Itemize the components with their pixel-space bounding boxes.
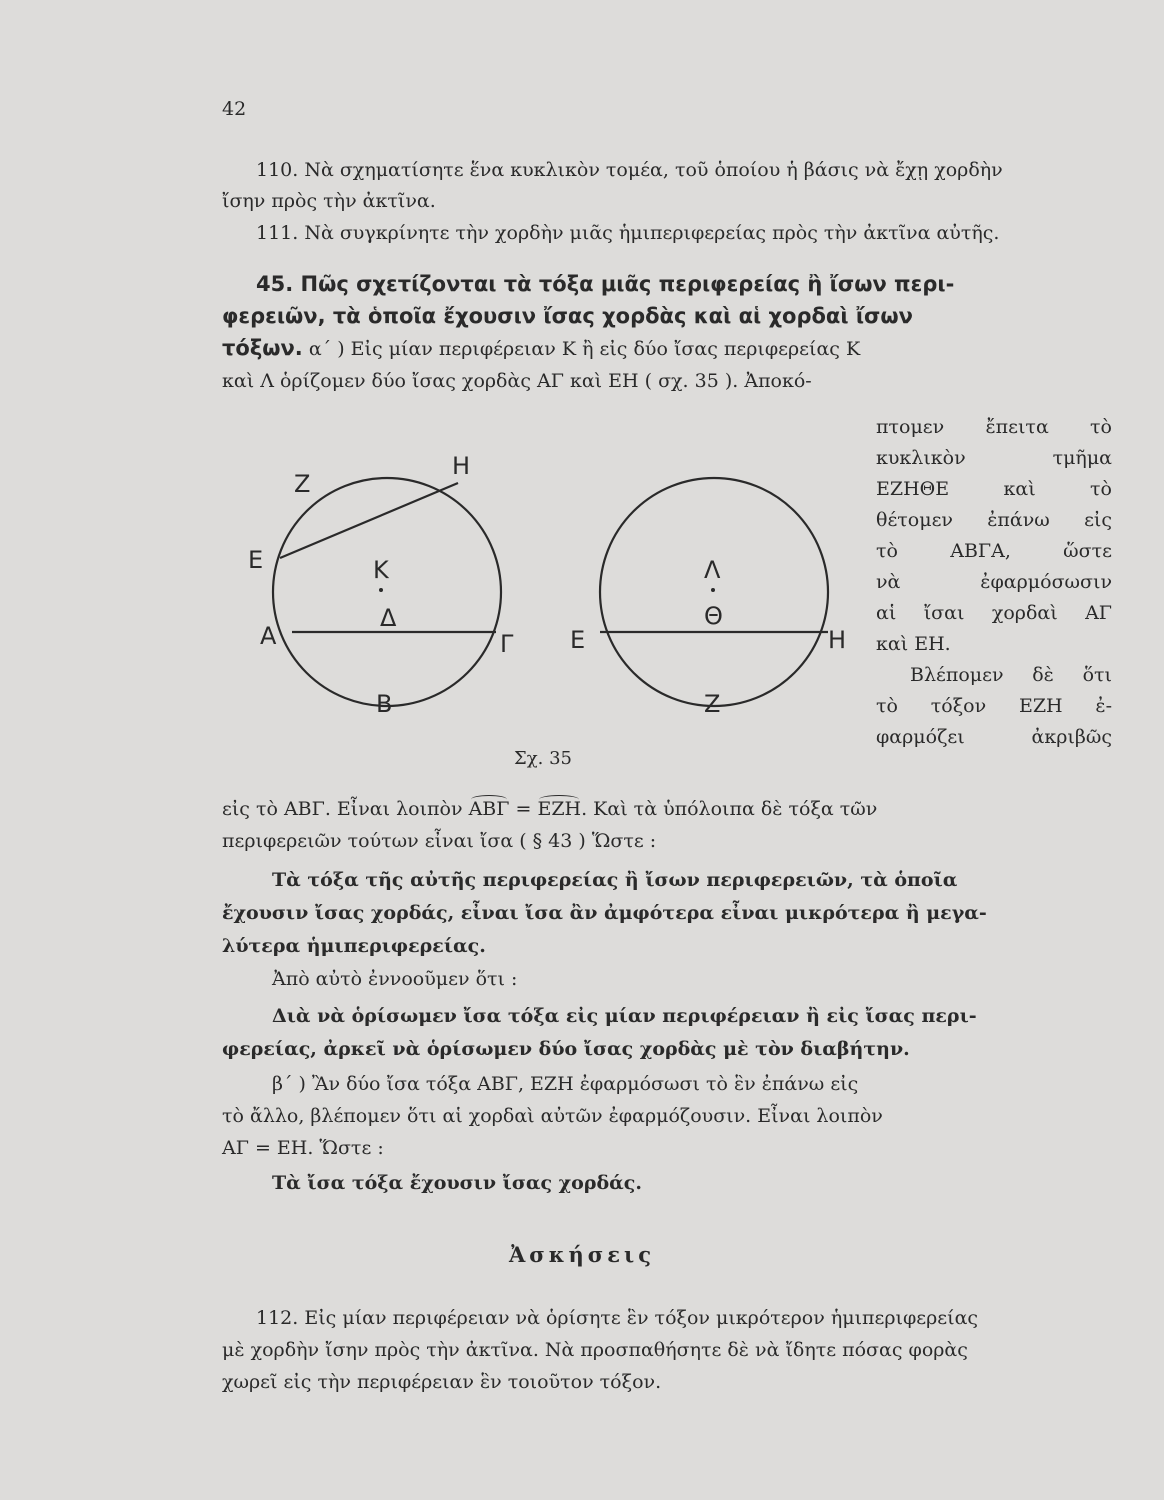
after-figure-line-1	[222, 793, 1118, 825]
label-gamma: Γ	[500, 630, 514, 658]
label-e2: Ε	[570, 626, 586, 654]
exercise-112-line-3: χωρεῖ εἰς τὴν περιφέρειαν ἓν τοιοῦτον τόξον.	[222, 1371, 662, 1393]
wrap-line: τὸ τόξον ΕΖΗ ἐ-	[876, 695, 1112, 717]
after-figure-line-2: περιφερειῶν τούτων εἶναι ἴσα ( § 43 ) Ὥστε :	[222, 830, 657, 852]
after-figure	[222, 793, 1118, 857]
wrap-line: πτομεν ἔπειτα τὸ	[876, 416, 1112, 438]
figure-caption: Σχ. 35	[514, 748, 572, 769]
rule-1-line-2: ἔχουσιν ἴσας χορδάς, εἶναι ἴσα ἂν ἀμφότερα εἶναι μικρότερα ἢ μεγα-	[222, 902, 987, 924]
exercise-112-line-2: μὲ χορδὴν ἴσην πρὸς τὴν ἀκτῖνα. Νὰ προσπαθήσητε δὲ νὰ ἴδητε πόσας φορὰς	[222, 1339, 968, 1361]
label-h2: Η	[828, 626, 847, 654]
section-45-heading-end: τόξων.	[222, 336, 303, 360]
rule-2	[222, 1000, 1118, 1066]
part-b	[222, 1068, 1118, 1164]
exercise-112-line-1: 112. Εἰς μίαν περιφέρειαν νὰ ὁρίσητε ἓν τόξον μικρότερον ἡμιπεριφερείας	[256, 1307, 979, 1329]
equals-sign: =	[515, 798, 532, 820]
part-b-line-1: β΄ ) Ἂν δύο ἴσα τόξα ΑΒΓ, ΕΖΗ ἐφαρμόσωσι τὸ ἓν ἐπάνω εἰς	[272, 1073, 859, 1095]
page-number: 42	[222, 98, 247, 120]
exercise-110	[222, 155, 1118, 217]
arc-ezh: ΕΖΗ	[537, 798, 582, 820]
wrap-line: Βλέπομεν δὲ ὅτι	[910, 664, 1112, 686]
arc-abg: ΑΒΓ	[468, 798, 510, 820]
section-45-line-4: καὶ Λ ὁρίζομεν δύο ἴσας χορδὰς ΑΓ καὶ ΕΗ ( σχ. 35 ). Ἀποκό-	[222, 370, 812, 392]
rule-2-line-2: φερείας, ἀρκεῖ νὰ ὁρίσωμεν δύο ἴσας χορδὰς μὲ τὸν διαβήτην.	[222, 1038, 910, 1060]
exercise-110-line-1: 110. Νὰ σχηματίσητε ἕνα κυκλικὸν τομέα, τοῦ ὁποίου ἡ βάσις νὰ ἔχῃ χορδὴν	[256, 159, 1003, 181]
section-45	[222, 268, 1118, 397]
rule-2-line-1: Διὰ νὰ ὁρίσωμεν ἴσα τόξα εἰς μίαν περιφέρειαν ἢ εἰς ἴσας περι-	[272, 1005, 977, 1027]
exercise-111-line: 111. Νὰ συγκρίνητε τὴν χορδὴν μιᾶς ἡμιπεριφερείας πρὸς τὴν ἀκτῖνα αὐτῆς.	[256, 222, 1000, 244]
exercises-title: Ἀσκήσεις	[509, 1242, 655, 1267]
wrap-line: κυκλικὸν τμῆμα	[876, 447, 1112, 469]
label-lambda: Λ	[704, 556, 721, 584]
label-theta: Θ	[704, 602, 723, 630]
label-k: Κ	[373, 556, 389, 584]
wrap-line: ΕΖΗΘΕ καὶ τὸ	[876, 478, 1112, 500]
wrap-line: τὸ ΑΒΓΑ, ὥστε	[876, 540, 1112, 562]
section-45-line-3	[222, 332, 1118, 365]
text-a: εἰς τὸ ΑΒΓ. Εἶναι λοιπὸν	[222, 798, 463, 820]
rule-3-line: Τὰ ἴσα τόξα ἔχουσιν ἴσας χορδάς.	[272, 1172, 642, 1194]
figure-35	[230, 440, 860, 740]
wrap-line: αἱ ἴσαι χορδαὶ ΑΓ	[876, 602, 1112, 624]
wrap-column	[876, 412, 1112, 753]
label-z: Z	[294, 470, 311, 498]
exercise-112	[222, 1302, 1118, 1398]
section-45-heading-line-2: φερειῶν, τὰ ὁποῖα ἔχουσιν ἴσας χορδὰς καὶ αἱ χορδαὶ ἴσων	[222, 304, 913, 328]
part-b-line-3: ΑΓ = ΕΗ. Ὥστε :	[222, 1137, 384, 1159]
label-e: E	[248, 546, 264, 574]
wrap-line: νὰ ἐφαρμόσωσιν	[876, 571, 1112, 593]
wrap-line: φαρμόζει ἀκριβῶς	[876, 726, 1112, 748]
wrap-line: καὶ ΕΗ.	[876, 633, 951, 655]
label-z2: Ζ	[704, 690, 721, 718]
wrap-line: θέτομεν ἐπάνω εἰς	[876, 509, 1112, 531]
part-b-line-2: τὸ ἄλλο, βλέπομεν ὅτι αἱ χορδαὶ αὐτῶν ἐφαρμόζουσιν. Εἶναι λοιπὸν	[222, 1105, 883, 1127]
circle-l	[600, 478, 828, 706]
section-45-part-a: α΄ ) Εἰς μίαν περιφέρειαν Κ ἢ εἰς δύο ἴσας περιφερείας Κ	[308, 338, 861, 360]
center-k-dot	[379, 588, 383, 592]
section-45-heading-line-1: 45. Πῶς σχετίζονται τὰ τόξα μιᾶς περιφερείας ἢ ἴσων περι-	[256, 272, 955, 296]
center-l-dot	[711, 588, 715, 592]
rule-1-line-3: λύτερα ἡμιπεριφερείας.	[222, 935, 486, 957]
text-b: . Καὶ τὰ ὑπόλοιπα δὲ τόξα τῶν	[581, 798, 878, 820]
rule-1	[222, 864, 1118, 963]
label-a: Α	[260, 622, 277, 650]
label-b: Β	[376, 690, 393, 718]
exercise-110-line-2: ἴσην πρὸς τὴν ἀκτῖνα.	[222, 190, 436, 212]
from-this	[222, 964, 1118, 995]
label-delta: Δ	[380, 604, 397, 632]
rule-1-line-1: Τὰ τόξα τῆς αὐτῆς περιφερείας ἢ ἴσων περιφερειῶν, τὰ ὁποῖα	[272, 869, 958, 891]
from-this-line: Ἀπὸ αὐτὸ ἐννοοῦμεν ὅτι :	[272, 968, 518, 990]
rule-3	[222, 1168, 1118, 1199]
label-h: H	[452, 452, 471, 480]
exercise-111	[222, 218, 1118, 249]
